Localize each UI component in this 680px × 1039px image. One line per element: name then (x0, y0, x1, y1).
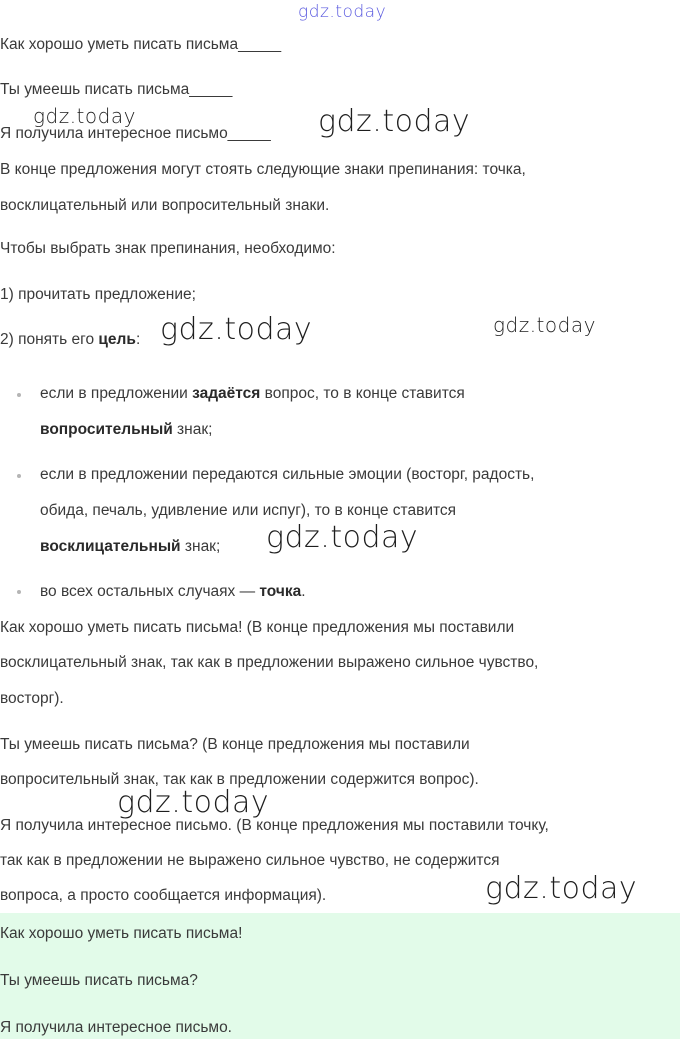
answer-3: Я получила интересное письмо. (0, 1019, 232, 1036)
step2-prefix: 2) понять его (0, 331, 99, 348)
theory-intro-line-2: восклицательный или вопросительный знаки. (0, 197, 330, 214)
rule-1-text-c: знак; (172, 421, 213, 438)
rule-2-text-c: знак; (180, 538, 221, 555)
rule-2-line-2: обида, печаль, удивление или испуг), то в конце ставится (40, 502, 457, 519)
bullet-dot (17, 590, 21, 594)
theory-step-1: 1) прочитать предложение; (0, 286, 196, 303)
step2-suffix: : (135, 331, 141, 348)
bullet-dot (17, 393, 21, 397)
rule-2-line-3 (40, 538, 220, 556)
rule-1-text: если в предложении (40, 385, 193, 402)
rule-1-text-b: вопрос, то в конце ставится (260, 385, 465, 402)
task-line-2: Ты умеешь писать письма_____ (0, 81, 233, 98)
rule-2-bold: восклицательный (40, 538, 181, 555)
watermark: gdz.today (493, 313, 596, 337)
watermark: gdz.today (485, 871, 638, 906)
rule-1-line-1 (40, 385, 465, 403)
explanation-3-line-2: так как в предложении не выражено сильное чувство, не содержится (0, 852, 500, 869)
rule-3-text-c: . (301, 583, 306, 600)
watermark: gdz.today (266, 520, 419, 555)
rule-3-text: во всех остальных случаях — (40, 583, 260, 600)
rule-1-bold: задаётся (192, 385, 261, 402)
rule-1-bold-2: вопросительный (40, 421, 173, 438)
answer-1: Как хорошо уметь писать письма! (0, 925, 243, 942)
theory-step-2 (0, 331, 140, 349)
explanation-1-line-2: восклицательный знак, так как в предложении выражено сильное чувство, (0, 654, 539, 671)
explanation-2-line-2: вопросительный знак, так как в предложении содержится вопрос). (0, 771, 479, 788)
watermark: gdz.today (117, 785, 270, 820)
step2-bold: цель (98, 331, 136, 348)
explanation-3-line-3: вопроса, а просто сообщается информация). (0, 887, 327, 904)
watermark-top: gdz.today (298, 2, 387, 22)
bullet-dot (17, 474, 21, 478)
watermark: gdz.today (33, 104, 136, 128)
theory-intro-line-1: В конце предложения могут стоять следующие знаки препинания: точка, (0, 161, 526, 178)
explanation-1-line-1: Как хорошо уметь писать письма! (В конце предложения мы поставили (0, 619, 515, 636)
task-line-1: Как хорошо уметь писать письма_____ (0, 36, 282, 53)
answer-2: Ты умеешь писать письма? (0, 972, 198, 989)
rule-3-line (40, 583, 306, 601)
watermark: gdz.today (318, 104, 471, 139)
answer-box (0, 913, 680, 1039)
rule-2-line-1: если в предложении передаются сильные эмоции (восторг, радость, (40, 466, 535, 483)
explanation-1-line-3: восторг). (0, 690, 64, 707)
theory-need: Чтобы выбрать знак препинания, необходимо: (0, 240, 336, 257)
watermark: gdz.today (160, 312, 313, 347)
explanation-2-line-1: Ты умеешь писать письма? (В конце предложения мы поставили (0, 736, 470, 753)
task-line-3: Я получила интересное письмо_____ (0, 125, 271, 142)
explanation-3-line-1: Я получила интересное письмо. (В конце предложения мы поставили точку, (0, 817, 549, 834)
rule-1-line-2 (40, 421, 212, 439)
rule-3-bold: точка (259, 583, 302, 600)
